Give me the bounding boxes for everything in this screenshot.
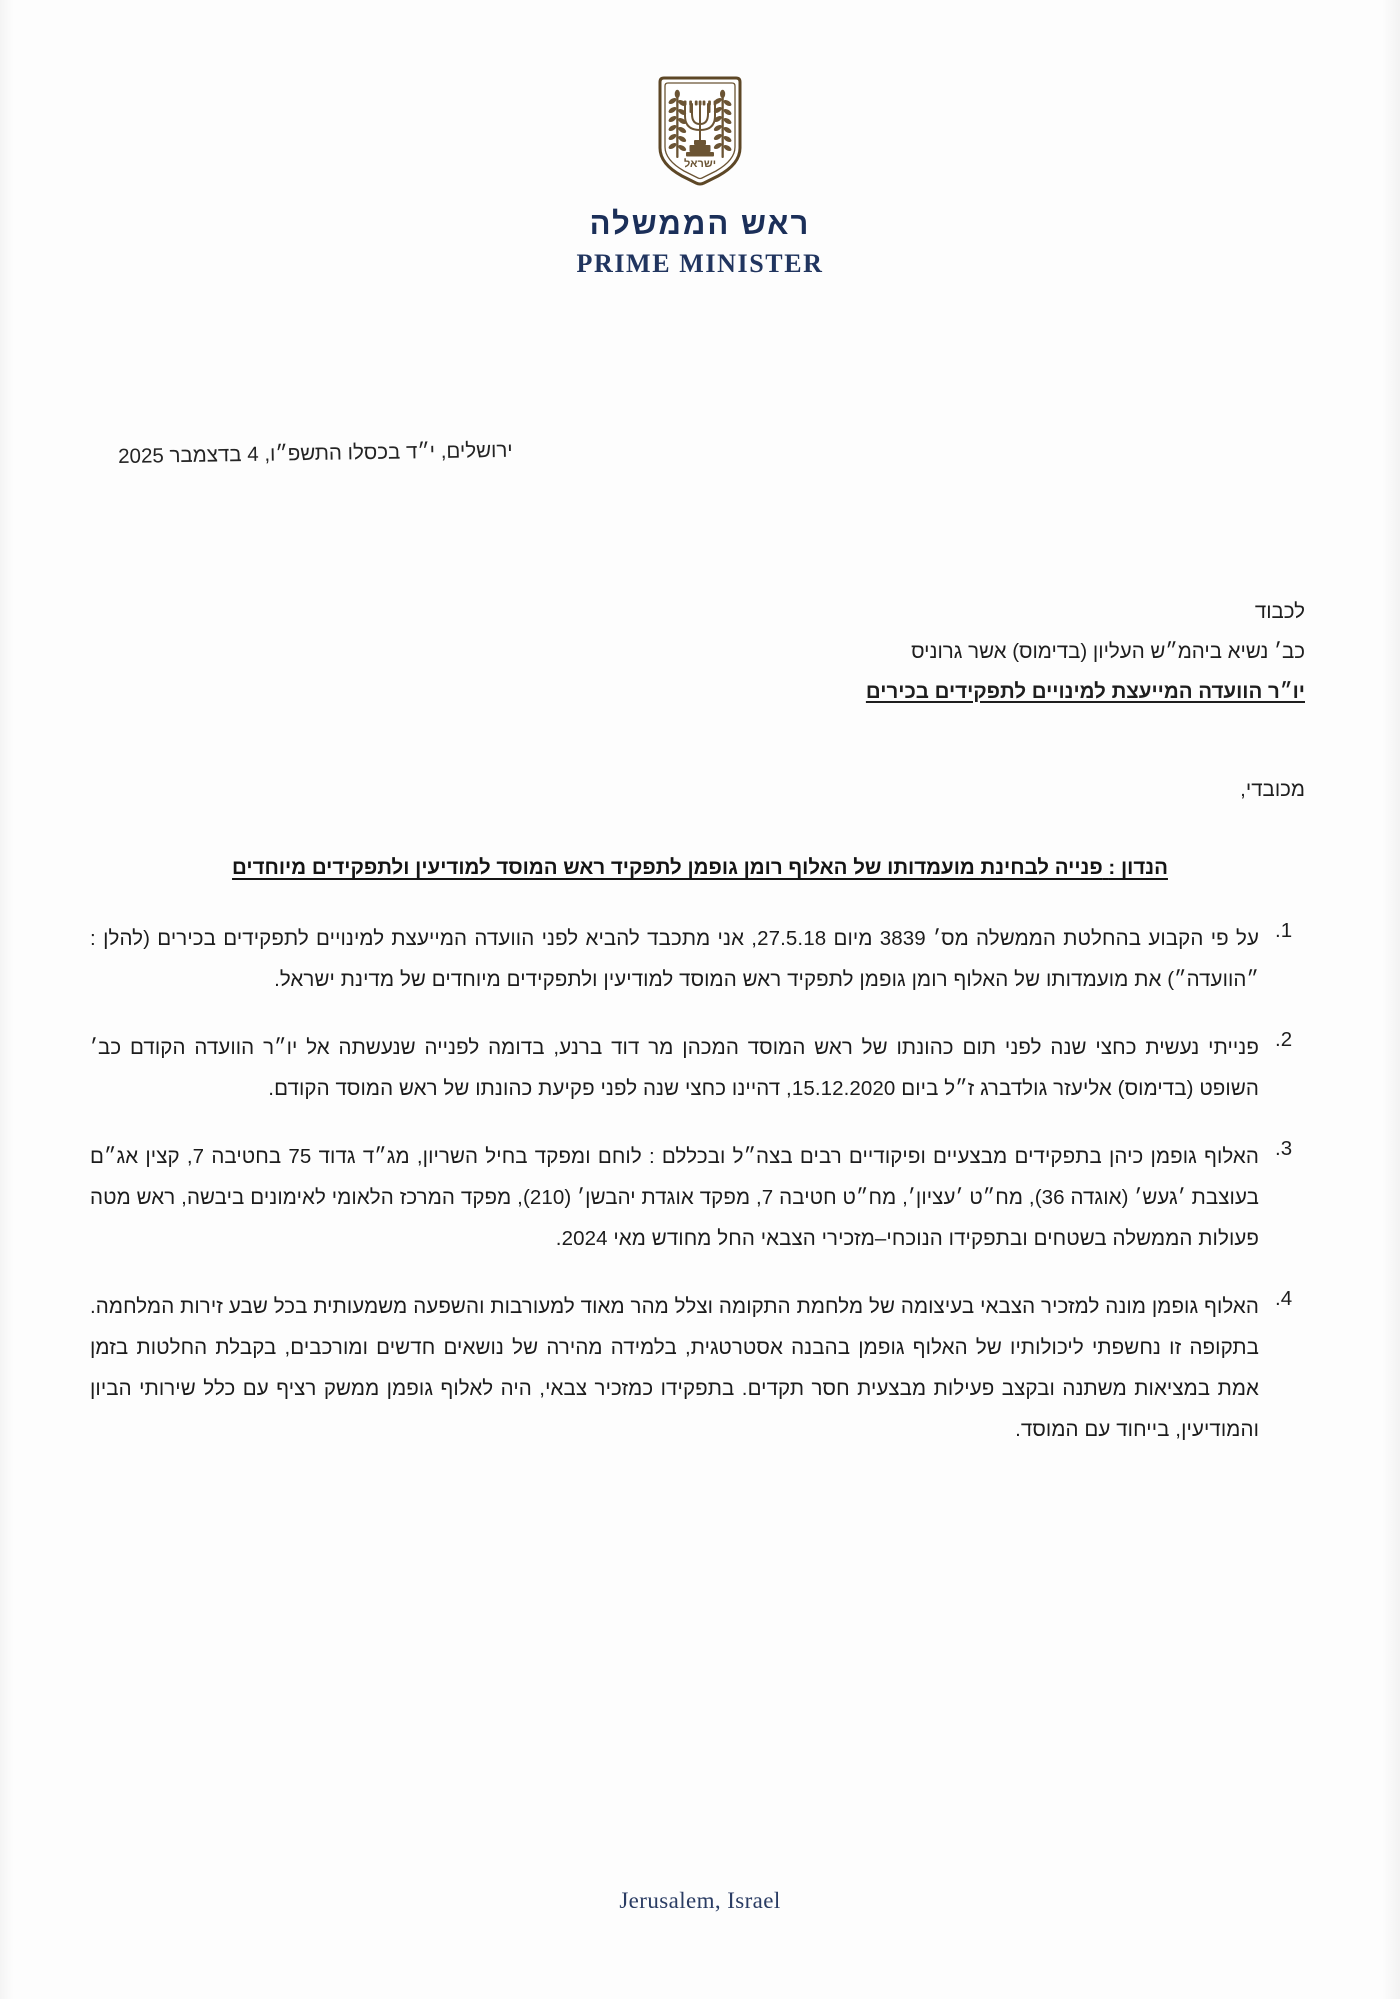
paragraph-text: האלוף גופמן מונה למזכיר הצבאי בעיצומה של מלחמת התקומה וצלל מהר מאוד למעורבות והשפעה משמעותית בכל שבע זירות המלחמה. בתקופה זו נחשפתי ליכולותיו של האלוף גופמן בהבנה אסטרטגית, בלמידה מהירה של נושאים חדשים ומורכבים, בקבלת החלטות בזמן אמת במציאות משתנה ובקצב פעילות מבצעית חסר תקדים. בתפקידו כמזכיר צבאי, היה לאלוף גופמן ממשק רציף עם כלל שירותי הביון והמודיעין, בייחוד עם המוסד. (90, 1295, 1259, 1441)
letter-body (90, 918, 1305, 1477)
letterhead (0, 72, 1400, 279)
svg-text:ישראל: ישראל (683, 158, 717, 170)
paragraph-number: 1. (1275, 919, 1293, 942)
israel-state-emblem-icon (652, 72, 748, 188)
addressee-line-salutation: לכבוד (1254, 600, 1305, 623)
subject-line (95, 856, 1305, 880)
letterhead-title-english: PRIME MINISTER (576, 249, 824, 278)
scan-edge-left (0, 0, 14, 1999)
addressee-block (545, 592, 1305, 712)
letterhead-title-hebrew: ראש הממשלה (589, 206, 811, 241)
paragraph-text: האלוף גופמן כיהן בתפקידים מבצעיים ופיקודיים רבים בצה״ל ובכללם : לוחם ומפקד בחיל השריון, מג״ד גדוד 75 בחטיבה 7, קצין אג״ם בעוצבת ׳געש׳ (אוגדה 36), מח״ט ׳עציון׳, מח״ט חטיבה 7, מפקד אוגדת יהבשן׳ (210), מפקד המרכז הלאומי לאימונים ביבשה, ראש מטה פעולות הממשלה בשטחים ובתפקידו הנוכחי–מזכירי הצבאי החל מחודש מאי 2024. (90, 1145, 1259, 1250)
subject-text: פנייה לבחינת מועמדותו של האלוף רומן גופמן לתפקיד ראש המוסד למודיעין ולתפקידים מיוחדים (232, 856, 1103, 879)
paragraph-item (90, 1136, 1305, 1259)
subject-label: הנדון : (1108, 856, 1168, 879)
paragraph-item (90, 1286, 1305, 1450)
paragraph-text: על פי הקבוע בהחלטת הממשלה מס׳ 3839 מיום 27.5.18, אני מתכבד להביא לפני הוועדה המייעצת למינויים לתפקידים בכירים (להלן : ״הוועדה״) את מועמדותו של האלוף רומן גופמן לתפקיד ראש המוסד למודיעין ולתפקידים מיוחדים של מדינת ישראל. (90, 927, 1259, 991)
paragraph-item (90, 918, 1305, 1000)
paragraph-item (90, 1027, 1305, 1109)
addressee-line-name: כב׳ נשיא ביהמ״ש העליון (בדימוס) אשר גרוניס (911, 640, 1305, 663)
paragraph-number: 2. (1275, 1028, 1293, 1051)
paragraph-text: פנייתי נעשית כחצי שנה לפני תום כהונתו של ראש המוסד המכהן מר דוד ברנע, בדומה לפנייה שנעשתה אל יו״ר הוועדה הקודם כב׳ השופט (בדימוס) אליעזר גולדברג ז״ל ביום 15.12.2020, דהיינו כחצי שנה לפני פקיעת כהונתו של ראש המוסד הקודם. (90, 1036, 1259, 1100)
scan-edge-right (1382, 0, 1400, 1999)
date-line: ירושלים, י״ד בכסלו התשפ״ו, 4 בדצמבר 2025 (118, 438, 513, 468)
paragraph-number: 4. (1275, 1287, 1293, 1310)
greeting-line: מכובדי, (1240, 778, 1305, 801)
footer-location: Jerusalem, Israel (619, 1888, 781, 1913)
paragraph-number: 3. (1275, 1137, 1293, 1160)
addressee-line-role: יו״ר הוועדה המייעצת למינויים לתפקידים בכירים (865, 680, 1305, 703)
